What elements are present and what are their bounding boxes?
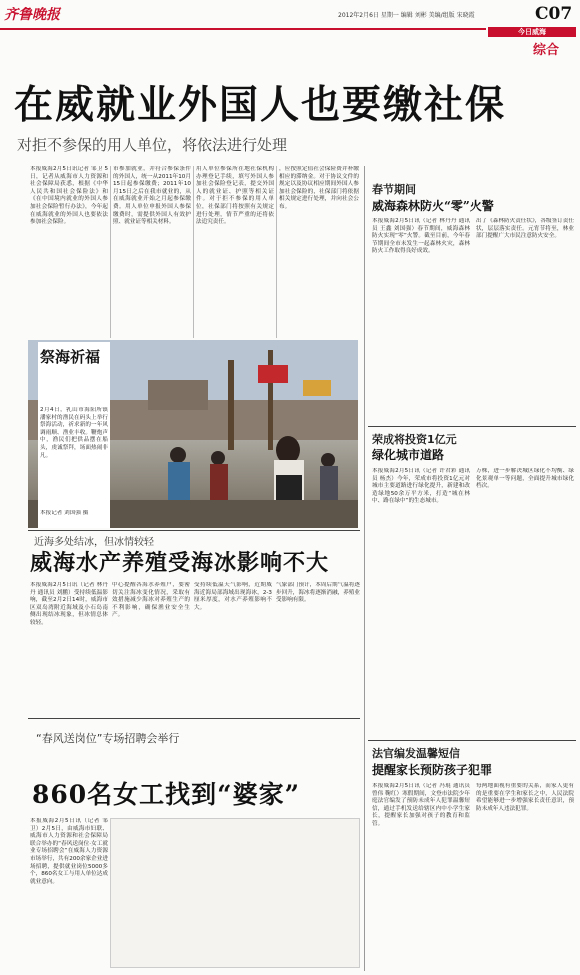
fire-col-2: 出了《森林防火责任状》，各级签订责任状，层层落实责任。元宵节将至，林业部门提醒广大市民注意防火安全。 <box>476 218 574 240</box>
fishery-col-1: 本报威海2月5日讯（记者 林丹丹 通讯员 刘鹏）受持续低温影响，截至2月2日14时，威海市区双岛湾附近海域及小石岛南侧出现结冰现象，但冰情总体较轻。 <box>30 582 108 626</box>
masthead-logo: 齐鲁晚报 <box>4 7 60 23</box>
issue-date: 2012年2月6日 <box>338 12 379 19</box>
fishery-top-rule <box>28 530 360 531</box>
green-kicker: 荣成将投资1亿元 <box>372 433 457 446</box>
fishery-col-2: 中心提醒各海水养殖户，要密切关注海冰变化情况，采取有效措施减少海冰对养殖生产的不利影响，确保渔业安全生产。 <box>112 582 190 619</box>
sms-col-1: 本报威海2月5日讯（记者 冯琨 通讯员 曾伟 鞠红）寒假期间，文登市法院少年庭法官编发了预防未成年人犯罪温馨短信，通过手机发送给辖区内中小学生家长，提醒家长加强对孩子的教育和监管。 <box>372 783 470 827</box>
green-top-rule <box>368 426 576 427</box>
fishery-col-3: 受持续低温天气影响，近期威海近海局部海域出现海冰，2-3厘米厚度，对水产养殖影响不大。 <box>194 582 272 611</box>
lead-col-4: ，应按照定值社会保险费并补缴相应的滞纳金。对于协议文件的规定以及协议相应期间外国人参加社会保险的，社保部门将依据相关规定进行处理，并向社会公布。 <box>279 166 359 210</box>
jobfair-kicker: “春风送岗位”专场招聘会举行 <box>36 732 180 745</box>
photo-feature-tag: 祭海祈福 <box>40 348 101 366</box>
fishery-col-4: 气象部门预计，本周后期气温将逐步回升，海冰将逐渐消融，养殖业受影响有限。 <box>276 582 360 604</box>
designer-label: 美编/组版 <box>428 12 455 19</box>
section-tag: 今日威海 <box>488 27 576 37</box>
photo-caption-box <box>38 342 110 528</box>
lead-column-rule-3 <box>276 166 277 338</box>
lead-col-1: 本报威海2月5日讯记者 邹卫 5日，记者从威海市人力资源和社会保障局获悉，根据《中华人民共和国社会保险法》和《在中国境内就业的外国人参加社会保险暂行办法》，今年起在威海就业的外国人也要依法参加社会保险。 <box>30 166 108 226</box>
green-col-2: 万株，进一步解决城区绿化不均衡、绿化景观单一等问题，全面提升城市绿化档次。 <box>476 468 574 490</box>
green-col-1: 本报威海2月5日讯（记者 许君彩 通讯员 杨杰）今年，荣成市将投资1亿元对城市主要道路进行绿化提升，新建和改造绿地50余万平方米，打造“城在林中、路在绿中”的生态城市。 <box>372 468 470 505</box>
photo-caption: 2月4日，乳山市海阳所镇潘家村的渔民在码头上举行祭海活动，祈求新的一年风调雨顺、渔业丰收。鞭炮声中，渔民们把供品摆在船头，虔诚祭拜，场面热闹非凡。 <box>40 407 108 459</box>
fishery-kicker: 近海多处结冰，但冰情较轻 <box>34 537 154 548</box>
sms-top-rule <box>368 740 576 741</box>
fire-col-1: 本报威海2月5日讯（记者 林丹丹 通讯员 王鑫 刘国强）春节期间，威海森林防火实现“零”火警。截至目前，今年春节期间全市未发生一起森林火灾，森林防火工作取得良好成效。 <box>372 218 470 255</box>
lead-col-2: 市参加就业，并符合参保条件的外国人，统一从2011年10月15日起参保缴费；2011年10月15日之后在我市就业的，从在威海就业开始之月起参保缴费。用人单位申报外国人参保缴费时，需提供外国人有效护照、就业证等相关材料。 <box>113 166 191 226</box>
lead-subhead: 对拒不参保的用人单位，将依法进行处理 <box>17 136 288 154</box>
jobfair-top-rule <box>28 718 360 719</box>
jobfair-headline: 860名女工找到“婆家” <box>32 780 300 809</box>
sms-kicker: 法官编发温馨短信 <box>372 747 460 760</box>
fire-kicker: 春节期间 <box>372 183 416 196</box>
lead-column-rule-2 <box>193 166 194 338</box>
sms-col-2: 每两地面视有重要的关系，而家人更有的是重要在学生和家长之中，人民法院希望能够进一步增强家长责任意识，预防未成年人违法犯罪。 <box>476 783 574 812</box>
editor-name: 刘彬 <box>414 12 427 19</box>
lead-col-3: 用人单位参保所在地社保机构办理登记手续，填写外国人参加社会保险登记表，提交外国人的就业证、护照等相关证件。对于拒不参保的用人单位，社保部门将按照有关规定进行处理，情节严重的还将依法追究责任。 <box>196 166 274 226</box>
subsection-label: 综合 <box>533 43 560 58</box>
green-headline: 绿化城市道路 <box>372 448 445 462</box>
jobfair-photo <box>110 818 360 968</box>
fire-headline: 威海森林防火“零”火警 <box>372 199 494 213</box>
issue-weekday: 星期一 <box>380 12 399 19</box>
sms-headline: 提醒家长预防孩子犯罪 <box>372 763 493 777</box>
right-column-rule <box>364 166 365 971</box>
page-number: C07 <box>535 4 573 24</box>
jobfair-col-1: 本报威海2月5日讯（记者 邹卫）2月5日，由威海市妇联、威海市人力资源和社会保障局联合举办的“春风送岗位·女工就业专场招聘会”在威海人力资源市场举行，共有200余家企业进场招聘，提供就业岗位5000多个，860名女工与用人单位达成就业意向。 <box>30 818 108 885</box>
masthead-date-info <box>338 10 475 19</box>
editor-label: 编辑 <box>400 12 413 19</box>
photo-credit: 本报记者 刘国强 摄 <box>40 510 89 516</box>
fishery-headline: 威海水产养殖受海冰影响不大 <box>30 550 330 576</box>
designer-name: 宋晓霞 <box>456 12 475 19</box>
masthead-rule <box>0 28 486 30</box>
lead-headline: 在威就业外国人也要缴社保 <box>14 82 507 128</box>
lead-column-rule-1 <box>110 166 111 338</box>
